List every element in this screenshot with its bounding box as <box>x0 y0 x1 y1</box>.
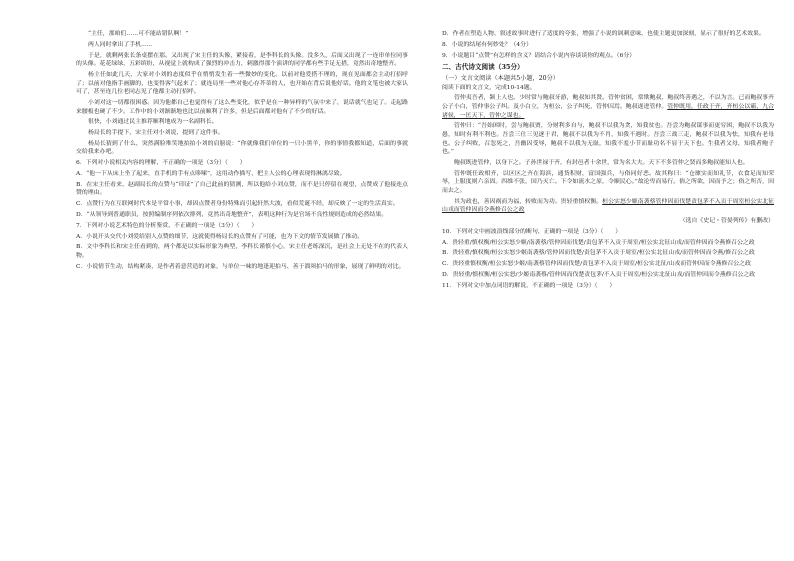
question-7-option-a: A．小说开头交代小刘爱给别人点赞的细节，这就使得杨局长的点赞有了可能，也为下文的情节发展做了推动。 <box>76 233 364 240</box>
story-paragraph: 杨主任如此几天，大家对小刘的态度似乎在悄悄发生着一些微妙的变化。以前对他爱搭不理的，现在见面都会主动打招呼了；以前对他指手画脚的，也变得客气起来了；就连局里一些对他心存芥蒂的人，也开始在背后说他好话。他的文笔也被大家认可了，甚至连几位老同志见了他都主动打招呼。 <box>76 71 408 96</box>
question-6: 6．下列对小说相关内容的理解，不正确的一项是（3分）（ ） <box>76 160 246 167</box>
question-11: 11．下列对文中加点词语的解说，不正确的一项是（3分）（ ） <box>442 282 616 289</box>
source-citation: （选自《史记・管晏列传》有删改） <box>679 218 774 225</box>
classical-paragraph: 鲍叔既进管仲，以身下之。子孙世禄于齐，有封邑者十余世，常为名大夫。天下不多管仲之贤而多鲍叔能知人也。 <box>454 159 749 166</box>
question-10: 10．下列对文中画波浪线部分的断句，正确的一项是（3分）（ ） <box>442 228 622 235</box>
classical-paragraph: 管仲既任政相齐，以区区之齐在海滨，通货积财，富国强兵，与俗同好恶。故其称曰：“仓廪实而知礼节，衣食足而知荣辱，上服度则六亲固。四维不张，国乃灭亡。下令如流水之原，令顺民心。”故论卑而易行。俗之所欲，因而予之；俗之所否，因而去之。 <box>442 170 774 194</box>
reading-instruction: 阅读下面的文言文，完成10-14题。 <box>442 84 536 91</box>
story-paragraph: 于是，就剩两张长条桌摆在那。又出现了宋主任的头像，紧接着，是李科长的头像。没多久，后面又出现了一连串单位同事的头像。花花绿绿，五彩缤纷，从视觉上就构成了强烈的冲击力，刺激得那个演讲的同学都有些手足无措，竟然出奇地整齐。 <box>76 52 408 68</box>
question-7-option-d: D．作者在塑造人物、叙述故事时进行了适度的夸张，增强了小说的讽刺意味，也使主题更加深刻，显示了很好的艺术效果。 <box>442 31 765 37</box>
question-7: 7．下列对小说艺术特色的分析鉴赏，不正确的一项是（3分）（ ） <box>76 222 258 229</box>
story-paragraph: 杨局长猜到了什么，突然满脸堆笑地拍拍小刘的肩膀说：“你就像我们单位的一只小黑羊，你的事情我都知道，后面的事就交给我来办吧。 <box>76 140 408 156</box>
question-10-option-d: D．贵轻重/慎权衡/桓公实怒/少姬南袭蔡/管仲因而伐楚责包茅/不入贡于周室/桓公实北征山戎/而管仲因而令燕修召公之政 <box>442 272 756 278</box>
story-paragraph: 两人同时拿出了手机…… <box>88 41 153 48</box>
classical-text: 其为政也，善因祸而为福，转败而为功。贵轻重慎权衡。 <box>454 198 603 205</box>
story-paragraph: 小刘对这一切都很困惑。因为他都自己也觉得有了这么些变化，似乎是在一种异样的气氛中来了，说话就气也足了。走起路来腰板也硬了不少。工作中的小刘渐渐地也比以前顺利了许多，但是后面都对他有了不少的好话。 <box>76 99 408 115</box>
story-paragraph: 杨局长的手提下，宋主任对小刘说，提到了这件事。 <box>88 130 224 137</box>
subsection-heading: （一）文言文阅读（本题共5小题，20分） <box>442 74 559 82</box>
underlined-sentence: 管仲既用，任政于齐，齐桓公以霸，九合诸侯，一匡天下，管仲之谋也。 <box>442 104 775 119</box>
question-9: 9．小说题目“点赞”有怎样的含义？请结合小说内容谈谈你的观点。（6分） <box>442 52 636 59</box>
classical-paragraph <box>442 94 774 120</box>
right-column <box>442 30 774 293</box>
question-8: 8．小说的结尾有何妙处？（4分） <box>442 41 532 48</box>
question-6-option-c: C．点赞行为在互联网时代本是平常小事，却因点赞者身份特殊而引起轩然大波，看似荒诞不经，却反映了一定的生活真实。 <box>76 201 399 208</box>
wavy-underlined-passage: 桓公实怒少姬南袭蔡管仲因而伐楚责包茅不入贡于周室桓公实北征山戎而管仲因而令燕修召公之政 <box>442 198 775 214</box>
section-heading: 二、古代诗文阅读（35分） <box>442 63 524 72</box>
classical-paragraph <box>442 198 774 215</box>
classical-paragraph: 管仲曰：“吾始困时，尝与鲍叔贾，分财利多自与，鲍叔不以我为贪，知我贫也。吾尝为鲍叔谋事而更穷困，鲍叔不以我为愚，知时有利不利也。吾尝三仕三见逐于君，鲍叔不以我为不肖，知我不遇时。吾尝三战三走，鲍叔不以我为怯，知我有老母也。公子纠败，召忽死之，吾幽囚受辱，鲍叔不以我为无耻，知我不羞小节而耻功名不显于天下也。生我者父母，知我者鲍子也。” <box>442 123 774 156</box>
left-column <box>76 30 408 273</box>
story-paragraph: “主任，那咱们……可不能站错队啊！” <box>88 31 189 37</box>
question-10-option-a: A．贵轻重/慎权衡/桓公实怒少姬/南袭蔡/管仲因而伐楚/责包茅不入贡于周室/桓公实北征山戎/而管仲因而令燕修召公之政 <box>442 239 755 246</box>
question-6-option-a: A．“他一下从床上坐了起来，直手机的手有点哆嗦”，这用动作描写，把主人公的心理表现得淋漓尽致。 <box>76 171 346 177</box>
question-7-option-b: B．文中李科长和宋主任看到的，两个都是以实际形象为典型，李科长谨慎小心，宋主任老练深沉，是社会上无处不在的代表人物。 <box>76 244 408 259</box>
question-6-option-d: D．“从领导到普通职员，按照编制序列依次排列，竟然出奇地整齐”，表明这种行为是官场不良性规则造成的必然结果。 <box>76 211 388 218</box>
question-7-option-c: C．小说情节生动，结构紧凑，是作者着意营造的对象，与单位一味的地逢迎拍马、善于溜须拍马的形象，展现了鲜明的对比。 <box>76 263 405 270</box>
question-10-option-c: C．贵轻重慎权衡/桓公实怒少姬/南袭蔡管仲因而伐楚/责包茅不入贡于周室/桓公实北征/山戎而管仲因而令燕修召公之政 <box>442 261 751 268</box>
classical-text: 管仲夷吾者，颍上人也。少时常与鲍叔牙游，鲍叔知其贤。管仲贫困，常欺鲍叔，鲍叔终善遇之，不以为言。已而鲍叔事齐公子小白，管仲事公子纠。及小白立，为桓公，公子纠死，管仲囚焉。鲍叔遂进管仲。 <box>442 95 774 111</box>
question-10-option-b: B．贵轻重/慎权衡/桓公实怒少姬南袭蔡/管仲因而伐楚/责包茅不入贡于周室/桓公实北征山戎/而管仲因而令燕/修召公之政 <box>442 250 755 257</box>
question-6-option-b: B．在宋主任看来，赵副局长的点赞与“印证”了自己此前的猜测，所以他给小刘点赞，而不是只停留在观望，点赞成了他接连点赞的理由。 <box>76 181 408 197</box>
story-paragraph: 很快，小刘通过民主推荐顺利地成为一名副科长。 <box>88 119 218 126</box>
